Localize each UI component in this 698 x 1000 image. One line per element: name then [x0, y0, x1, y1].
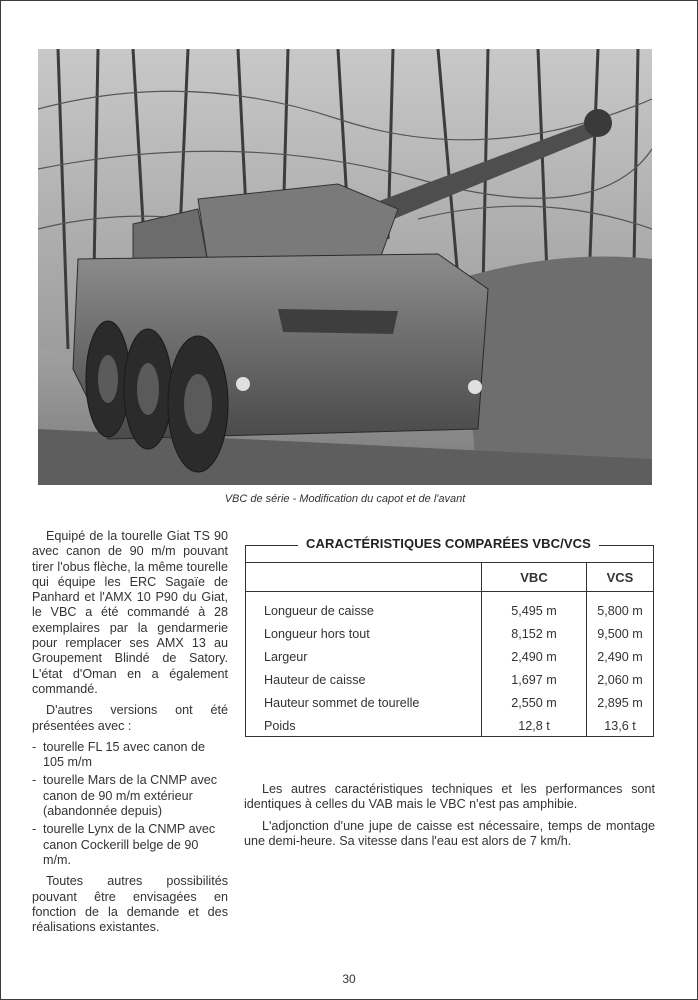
paragraph: L'adjonction d'une jupe de caisse est nécessaire, temps de montage une demi-heure. Sa vitesse dans l'eau est alors de 7 km/h. — [244, 818, 655, 848]
paragraph: Toutes autres possibilités pouvant être envisagées en fonction de la demande et des réalisations existantes. — [32, 874, 228, 935]
page-number: 30 — [342, 972, 356, 986]
table-cell: 2,490 m — [482, 645, 587, 668]
table-cell: Hauteur de caisse — [264, 672, 366, 687]
table-cell: 2,895 m — [587, 691, 654, 714]
table-header: VBC — [482, 563, 587, 592]
table-row — [246, 622, 653, 645]
table-cell: 2,550 m — [482, 691, 587, 714]
table-cell: 5,495 m — [482, 592, 587, 623]
table-header-row — [246, 563, 653, 592]
armored-vehicle-photo — [38, 49, 652, 485]
paragraph: D'autres versions ont été présentées avec : — [32, 703, 228, 733]
paragraph: Les autres caractéristiques techniques et les performances sont identiques à celles du VAB mais le VBC n'est pas amphibie. — [244, 782, 655, 812]
table-row — [246, 645, 653, 668]
photo-caption: VBC de série - Modification du capot et de l'avant — [224, 493, 466, 505]
specs-table — [246, 562, 653, 737]
list-item: - tourelle Mars de la CNMP avec canon de 90 m/m extérieur (abandonnée depuis) — [32, 773, 228, 819]
table-title: CARACTÉRISTIQUES COMPARÉES VBC/VCS — [298, 536, 599, 551]
table-row — [246, 691, 653, 714]
table-cell: 12,8 t — [482, 714, 587, 737]
table-cell: 8,152 m — [482, 622, 587, 645]
list-item: - tourelle Lynx de la CNMP avec canon Cockerill belge de 90 m/m. — [32, 822, 228, 868]
left-column-text — [32, 529, 228, 941]
table-cell: Poids — [264, 718, 296, 733]
list-item: - tourelle FL 15 avec canon de 105 m/m — [32, 740, 228, 771]
table-cell: 9,500 m — [587, 622, 654, 645]
table-cell: Longueur de caisse — [264, 604, 374, 618]
specs-table-box — [245, 536, 654, 737]
table-cell: Largeur — [264, 649, 308, 664]
table-row — [246, 592, 653, 623]
table-cell: 13,6 t — [587, 714, 654, 737]
paragraph: Equipé de la tourelle Giat TS 90 avec canon de 90 m/m pouvant tirer l'obus flèche, la même tourelle qui équipe les ERC Sagaïe de Panhard et l'AMX 10 P90 du Giat, le VBC a été commandé à 28 exemplaires par la gendarmerie pour remplacer ses AMX 13 au Groupement Blindé de Satory. L'état d'Oman en a également commandé. — [32, 529, 228, 696]
table-cell: Hauteur sommet de tourelle — [264, 695, 420, 710]
right-column-text — [244, 782, 655, 855]
table-cell: 2,060 m — [587, 668, 654, 691]
table-cell: Longueur hors tout — [264, 626, 370, 641]
table-cell: 5,800 m — [587, 592, 654, 623]
table-row — [246, 714, 653, 737]
table-header — [246, 563, 482, 592]
table-row — [246, 668, 653, 691]
table-header: VCS — [587, 563, 654, 592]
versions-list — [32, 740, 228, 868]
table-cell: 1,697 m — [482, 668, 587, 691]
table-cell: 2,490 m — [587, 645, 654, 668]
